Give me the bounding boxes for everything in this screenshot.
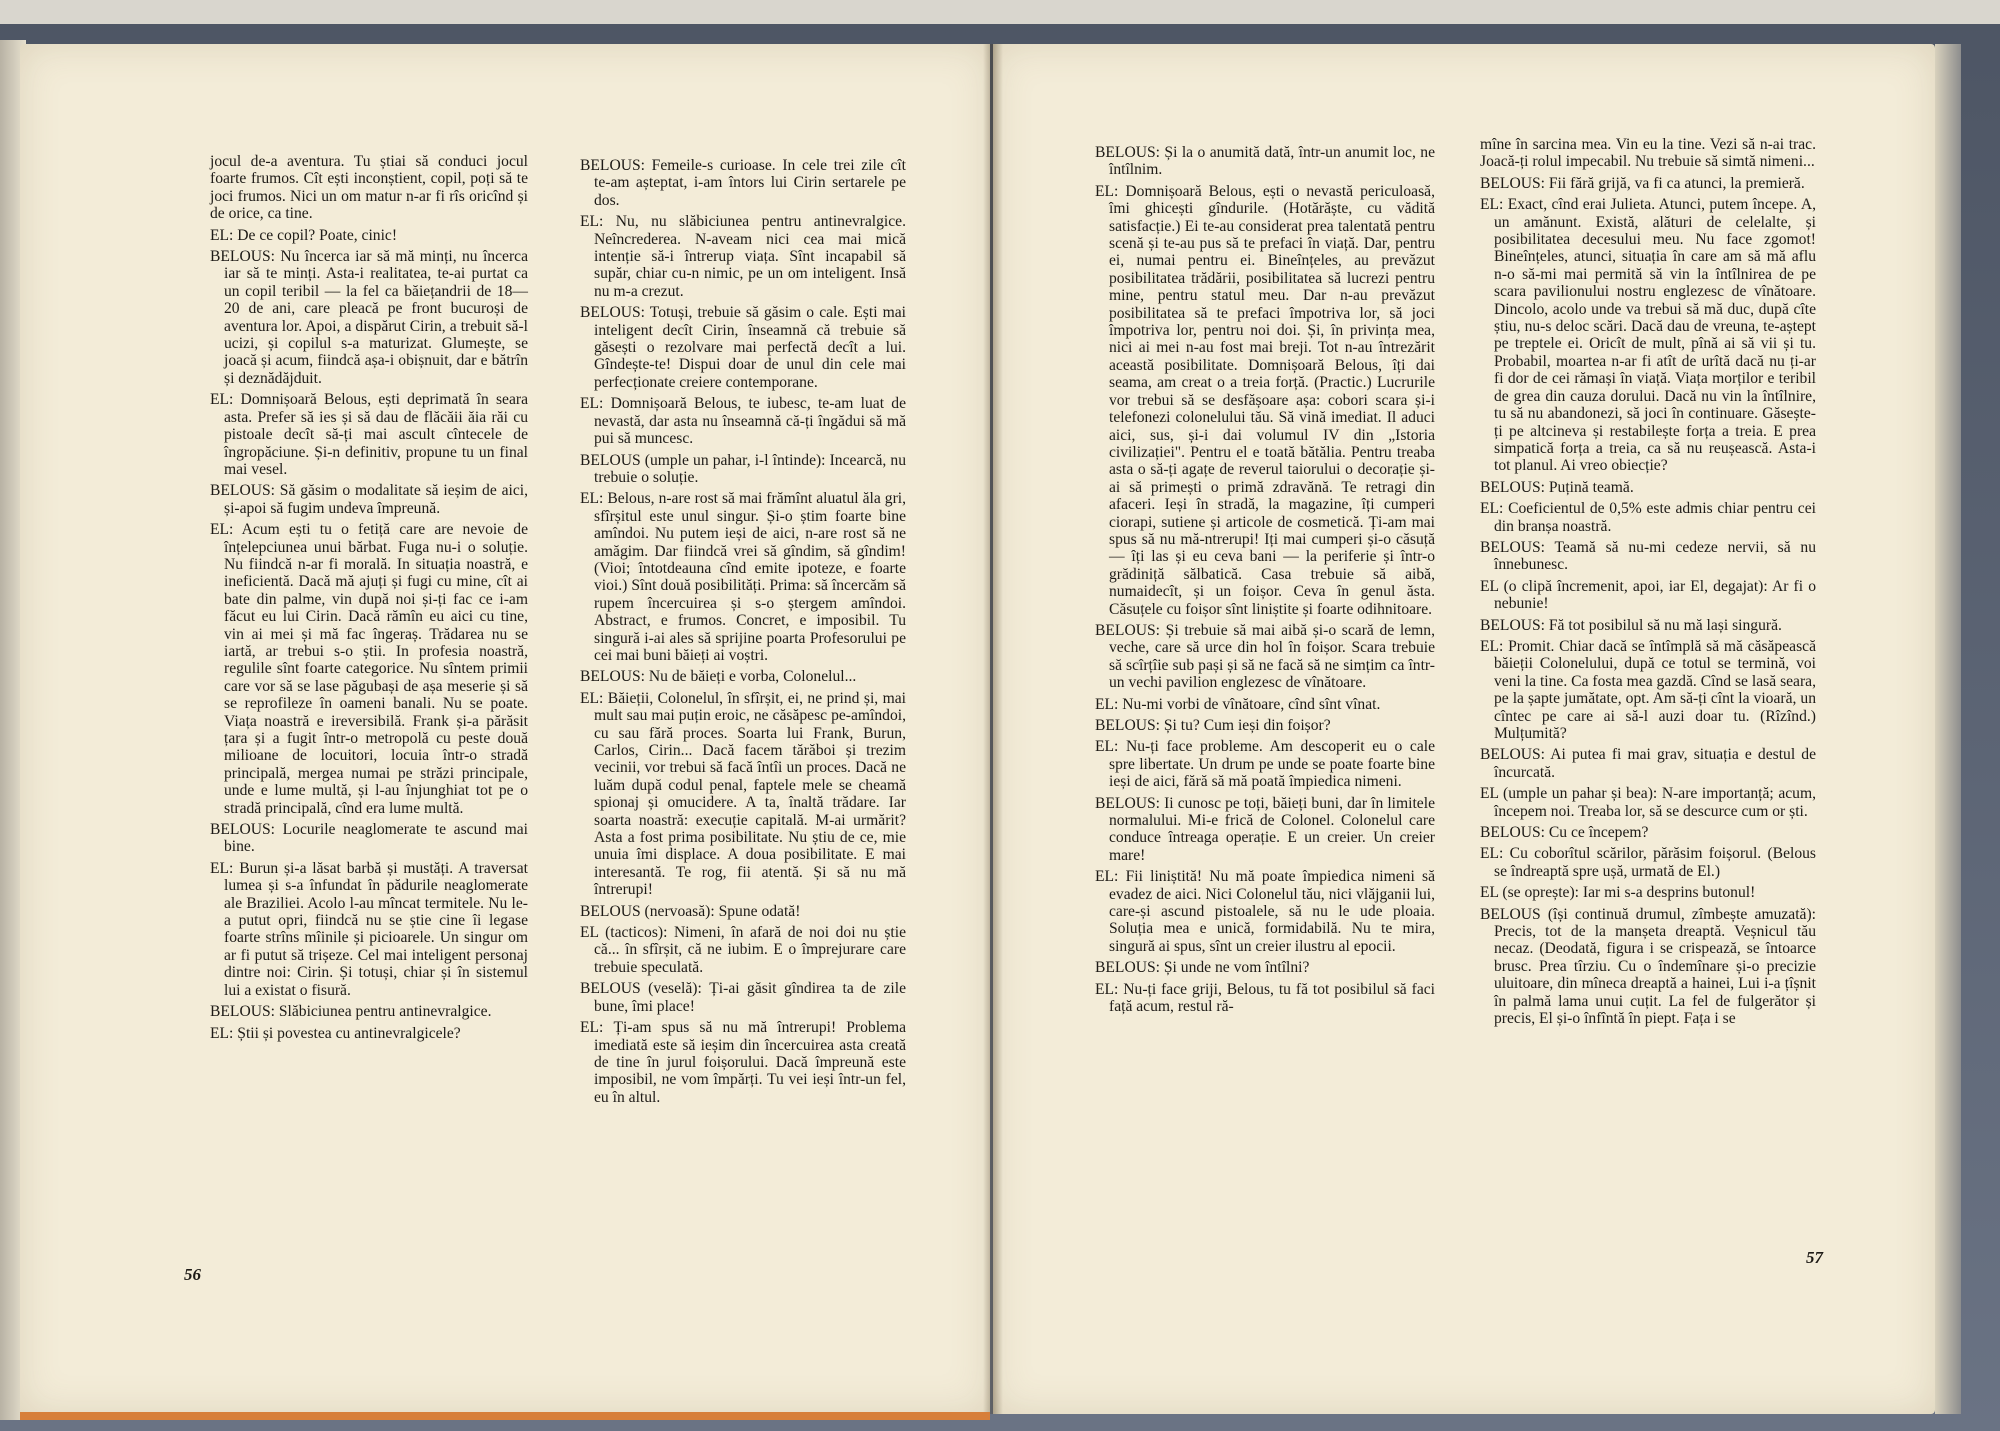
left-page-column-2 (580, 153, 906, 1106)
dialogue-paragraph: EL: Acum ești tu o fetiță care are nevoie de înțelepciunea unui bărbat. Fuga nu-i o soluție. Nu fiindcă n-ar fi morală. In situația noastră, e ineficientă. Dacă mă ajuți și fugi cu mine, cît ai bate din palme, vin după noi și-ți fac ce i-am făcut eu lui Cirin. Dacă rămîn eu aici cu tine, vin ai mei și mă fac îngeraș. Trădarea nu se iartă, ar trebui s-o știi. In profesia noastră, regulile sînt foarte categorice. Nu sîntem primii care vor să se lase păgubași de așa meserie și să se reprofileze în oameni banali. Nu se poate. Viața noastră e ireversibilă. Frank și-a părăsit țara și a fugit într-o metropolă cu peste două milioane de locuitori, locuia într-o stradă principală, mergea numai pe străzi principale, unde e lume multă, și l-au înjunghiat tot pe o stradă principală, cînd era lume multă. (210, 521, 528, 817)
dialogue-paragraph: BELOUS: Ii cunosc pe toți, băieți buni, dar în limitele normalului. Mi-e frică de Colonel. Colonelul care conduce întreaga operație. E un creier. Un creier mare! (1095, 794, 1435, 864)
dialogue-paragraph: BELOUS: Cu ce începem? (1480, 824, 1649, 842)
dialogue-paragraph: EL: Exact, cînd erai Julieta. Atunci, putem începe. A, un amănunt. Există, alături de celelalte, și posibilitatea decesului meu. Nu face zgomot! Bineînțeles, atunci, situația în care am să mă aflu n-o să-mi mai permită să vin la întîlnirea de pe scara pavilionului nostru englezesc de vînătoare. Dincolo, acolo unde va trebui să mă duc, după cîte știu, nu-s deloc scări. Dacă dau de vreuna, te-aștept pe treptele ei. Oricît de mult, pînă ai să vii și tu. Probabil, moartea n-ar fi atît de urîtă dacă nu ți-ar fi dor de cei rămași în viață. Viața morților e teribil de grea din cauza dorului. Dacă nu vin la întîlnire, tu să nu abandonezi, să joci în continuare. Găsește-ți pe altcineva și restabilește forța a treia. E prea simpatică forța a treia, ca să nu reușească. Asta-i tot planul. Ai vreo obiecție? (1480, 196, 1816, 475)
dialogue-paragraph: EL: Ți-am spus să nu mă întrerupi! Problema imediată este să ieșim din încercuirea asta creată de tine în jurul foișorului. Dacă împreună este imposibil, ne vom împărți. Tu vei ieși într-un fel, eu în altul. (580, 1019, 906, 1106)
dialogue-paragraph: EL: Domnișoară Belous, te iubesc, te-am luat de nevastă, dar asta nu înseamnă că-ți îngădui să mă pui să muncesc. (580, 395, 906, 448)
book-gutter (983, 44, 1003, 1414)
dialogue-paragraph: BELOUS: Teamă să nu-mi cedeze nervii, să nu înnebunesc. (1480, 538, 1816, 574)
dialogue-paragraph: EL: De ce copil? Poate, cinic! (210, 226, 398, 244)
dialogue-paragraph: BELOUS: Puțină teamă. (1480, 478, 1634, 496)
dialogue-paragraph: EL: Nu-ți face griji, Belous, tu fă tot posibilul să faci față acum, restul ră- (1095, 980, 1435, 1016)
dialogue-paragraph: EL (umple un pahar și bea): N-are importanță; acum, începem noi. Treaba lor, să se descurce cum or ști. (1480, 785, 1816, 820)
dialogue-paragraph: BELOUS: Și la o anumită dată, într-un anumit loc, ne întîlnim. (1095, 144, 1435, 179)
dialogue-paragraph: EL: Domnișoară Belous, ești deprimată în seara asta. Prefer să ies și să dau de flăcăii ăia răi cu pistoale decît să-ți mai ascult cîntecele de îngropăciune. Și-n definitiv, propune tu un final mai vesel. (210, 391, 528, 478)
right-page-column-1 (1095, 140, 1435, 1016)
dialogue-paragraph: BELOUS: Fă tot posibilul să nu mă lași singură. (1480, 616, 1782, 634)
dialogue-paragraph: BELOUS: Și trebuie să mai aibă și-o scară de lemn, veche, care să urce din hol în foișor. Scara trebuie să scîrțîie sub pași și să ne facă să ne simțim ca într-un vechi pavilion englezesc de vînătoare. (1095, 621, 1435, 692)
dialogue-paragraph: BELOUS: Să găsim o modalitate să ieșim de aici, și-apoi să fugim undeva împreună. (210, 482, 528, 517)
page-number-right: 57 (1806, 1248, 1823, 1267)
dialogue-paragraph: EL (o clipă încremenit, apoi, iar El, degajat): Ar fi o nebunie! (1480, 577, 1816, 613)
dialogue-paragraph: BELOUS: Totuși, trebuie să găsim o cale. Ești mai inteligent decît Cirin, înseamnă că trebuie să găsești o rezolvare mai perfectă decît a lui. Gîndește-te! Dispui doar de unul din cele mai perfecționate creiere contemporane. (580, 304, 906, 391)
dialogue-paragraph: BELOUS (își continuă drumul, zîmbește amuzată): Precis, tot de la manșeta dreaptă. Veșnicul tău necaz. (Deodată, figura i se crispează, se întoarce brusc. Prea tîrziu. Cu o îndemînare și-o precizie uluitoare, din mîneca dreaptă a hainei, Lui i-a țîșnit în palmă lama unui cuțit. La fel de fulgerător și precis, El și-o înfîntă în piept. Fața i se (1480, 905, 1816, 1028)
dialogue-paragraph: mîne în sarcina mea. Vin eu la tine. Vezi să n-ai trac. Joacă-ți rolul impecabil. Nu trebuie să simtă nimeni... (1480, 136, 1816, 171)
dialogue-paragraph: EL (se oprește): Iar mi s-a desprins butonul! (1480, 884, 1756, 902)
book-right-edge (1935, 44, 1961, 1414)
dialogue-paragraph: EL: Nu-ți face probleme. Am descoperit eu o cale spre libertate. Un drum pe unde se poate foarte bine ieși de aici, fără să mă poată împiedica nimeni. (1095, 738, 1435, 791)
scanner-top-band (0, 0, 2000, 24)
dialogue-paragraph: BELOUS: Femeile-s curioase. In cele trei zile cît te-am așteptat, i-am întors lui Cirin sertarele pe dos. (580, 157, 906, 209)
dialogue-paragraph: BELOUS: Nu încerca iar să mă minți, nu încerca iar să te minți. Asta-i realitatea, te-ai purtat ca un copil teribil — la fel ca băiețandrii de 18—20 de ani, care pleacă pe front bucuroși de aventura lor. Apoi, a dispărut Cirin, a trebuit să-l ucizi, și copilul s-a maturizat. Glumește, se joacă și acum, fiindcă așa-i obișnuit, dar e bătrîn și deznădăjduit. (210, 248, 528, 387)
dialogue-paragraph: BELOUS: Și tu? Cum ieși din foișor? (1095, 717, 1331, 734)
dialogue-paragraph: EL: Promit. Chiar dacă se întîmplă să mă căsăpească băieții Colonelului, după ce totul se termină, voi veni la tine. Ca fosta mea gazdă. Cînd se lasă seara, pe la șapte jumătate, opt. Am să-ți cînt la vioară, un cîntec pe care ai să-l auzi doar tu. (Rîzînd.) Mulțumită? (1480, 637, 1816, 742)
dialogue-paragraph: BELOUS (umple un pahar, i-l întinde): Incearcă, nu trebuie o soluție. (580, 451, 906, 486)
dialogue-paragraph: jocul de-a aventura. Tu știai să conduci jocul foarte frumos. Cît ești inconștient, copil, poți să te joci frumos. Nici un om matur n-ar fi rîs oricînd și de orice, ca tine. (210, 153, 528, 223)
dialogue-paragraph: EL: Știi și povestea cu antinevralgicele? (210, 1024, 461, 1042)
right-page-column-2 (1480, 136, 1816, 1028)
dialogue-paragraph: EL: Nu, nu slăbiciunea pentru antinevralgice. Neîncrederea. N-aveam nici cea mai mică intenție să-i întrerup viața. Sînt incapabil să supăr, chiar cu-n nimic, pe un om inteligent. Insă nu m-a crezut. (580, 213, 906, 300)
page-number-left: 56 (184, 1265, 201, 1284)
dialogue-paragraph: EL: Domnișoară Belous, ești o nevastă periculoasă, îmi ghicești gîndurile. (Hotărăște, cu vădită satisfacție.) Ei te-au considerat prea talentată pentru scenă și te-au pus să te prefaci în viață. Dar, pentru ei, numai pentru ei. Bineînțeles, au prevăzut posibilitatea trădării, posibilitatea să lucrezi pentru mine, pentru statul meu. Dar n-au prevăzut posibilitatea să te prefaci împotriva lor, să joci împotriva lor, pentru noi doi. Și, în privința mea, nici ai mei n-au fost mai breji. Tot n-au întrezărit această posibilitate. Domnișoară Belous, îți dai seama, am creat o a treia forță. (Practic.) Lucrurile vor trebui să se desfășoare așa: cobori scara și-i telefonezi colonelului tău. Să vină imediat. Il aduci aici, sus, și-i dai volumul IV din „Istoria civilizației". Pentru el e toată bătălia. Pentru treaba asta o să-ți agațe de reverul taiorului o decorație și-ai să primești o primă zdravănă. Te retragi din afaceri. Ieși în stradă, la magazine, îți cumperi ciorapi, sutiene și articole de cosmetică. Ți-am mai spus să nu mă-ntrerupi! Iți mai cumperi și-o căsuță — îți las și eu ceva bani — la periferie și într-o grădiniță sălbatică. Casa trebuie să aibă, numaidecît, și un foișor. Ceva în genul ăsta. Căsuțele cu foișor sînt liniștite și foarte odihnitoare. (1095, 182, 1435, 618)
dialogue-paragraph: BELOUS: Slăbiciunea pentru antinevralgice. (210, 1003, 492, 1021)
dialogue-paragraph: BELOUS (veselă): Ți-ai găsit gîndirea ta de zile bune, îmi place! (580, 980, 906, 1015)
dialogue-paragraph: EL: Nu-mi vorbi de vînătoare, cînd sînt vînat. (1095, 695, 1381, 713)
dialogue-paragraph: EL: Băieții, Colonelul, în sfîrșit, ei, ne prind și, mai mult sau mai puțin eroic, ne căsăpesc pe-amîndoi, cu sau fără proces. Soarta lui Frank, Burun, Carlos, Cirin... Dacă facem tărăboi și trezim vecinii, vor trebui să facă întîi un proces. Dacă ne luăm după codul penal, faptele mele se cheamă spionaj și omucidere. A ta, înaltă trădare. Iar soarta noastră: execuție capitală. M-ai urmărit? Asta a fost prima posibilitate. Nu știu de ce, mie unuia îmi displace. A doua posibilitate. E mai interesantă. Te rog, fii atentă. Și să nu mă întrerupi! (580, 689, 906, 899)
left-page-column-1 (210, 153, 528, 1042)
dialogue-paragraph: BELOUS: Fii fără grijă, va fi ca atunci, la premieră. (1480, 174, 1805, 192)
dialogue-paragraph: EL (tacticos): Nimeni, în afară de noi doi nu știe că... în sfîrșit, că ne iubim. E o împrejurare care trebuie speculată. (580, 924, 906, 976)
dialogue-paragraph: EL: Burun și-a lăsat barbă și mustăți. A traversat lumea și s-a înfundat în pădurile neaglomerate ale Braziliei. Acolo l-au mîncat termitele. Nu le-a putut opri, fiindcă nu se știe cine îi legase foarte strîns mîinile și picioarele. Un singur om ar fi putut să trișeze. Cel mai inteligent personaj dintre noi: Cirin. Și totuși, chiar și în sistemul lui a existat o fisură. (210, 859, 528, 999)
dialogue-paragraph: EL: Cu coborîtul scărilor, părăsim foișorul. (Belous se îndreaptă spre ușă, urmată de El.) (1480, 845, 1816, 880)
dialogue-paragraph: BELOUS: Nu de băieți e vorba, Colonelul... (580, 668, 857, 686)
dialogue-paragraph: EL: Coeficientul de 0,5% este admis chiar pentru cei din branșa noastră. (1480, 500, 1816, 535)
dialogue-paragraph: BELOUS: Și unde ne vom întîlni? (1095, 959, 1310, 977)
dialogue-paragraph: BELOUS: Ai putea fi mai grav, situația e destul de încurcată. (1480, 746, 1816, 781)
dialogue-paragraph: EL: Fii liniștită! Nu mă poate împiedica nimeni să evadez de aici. Nici Colonelul tău, nici vlăjganii lui, care-și ascund pistoalele, să nu le ude ploaia. Soluția mea e unică, formidabilă. Nu te mira, singură ai spus, sînt un creier ilustru al epocii. (1095, 868, 1435, 955)
dialogue-paragraph: EL: Belous, n-are rost să mai frămînt aluatul ăla gri, sfîrșitul este unul singur. Și-o știm foarte bine amîndoi. Nu putem ieși de aici, n-are rost să ne amăgim. Dar fiindcă vrei să gîndim, să gîndim! (Vioi; întotdeauna cînd emite ipoteze, e foarte vioi.) Sînt două posibilități. Prima: să încercăm să rupem încercuirea și s-o ștergem amîndoi. Abstract, e frumos. Concret, e imposibil. Tu singură i-ai ales să sprijine poarta Profesorului pe cei mai buni băieți ai voștri. (580, 490, 906, 664)
cover-edge-stripe (20, 1412, 990, 1420)
dialogue-paragraph: BELOUS: Locurile neaglomerate te ascund mai bine. (210, 821, 528, 856)
dialogue-paragraph: BELOUS (nervoasă): Spune odată! (580, 902, 801, 920)
